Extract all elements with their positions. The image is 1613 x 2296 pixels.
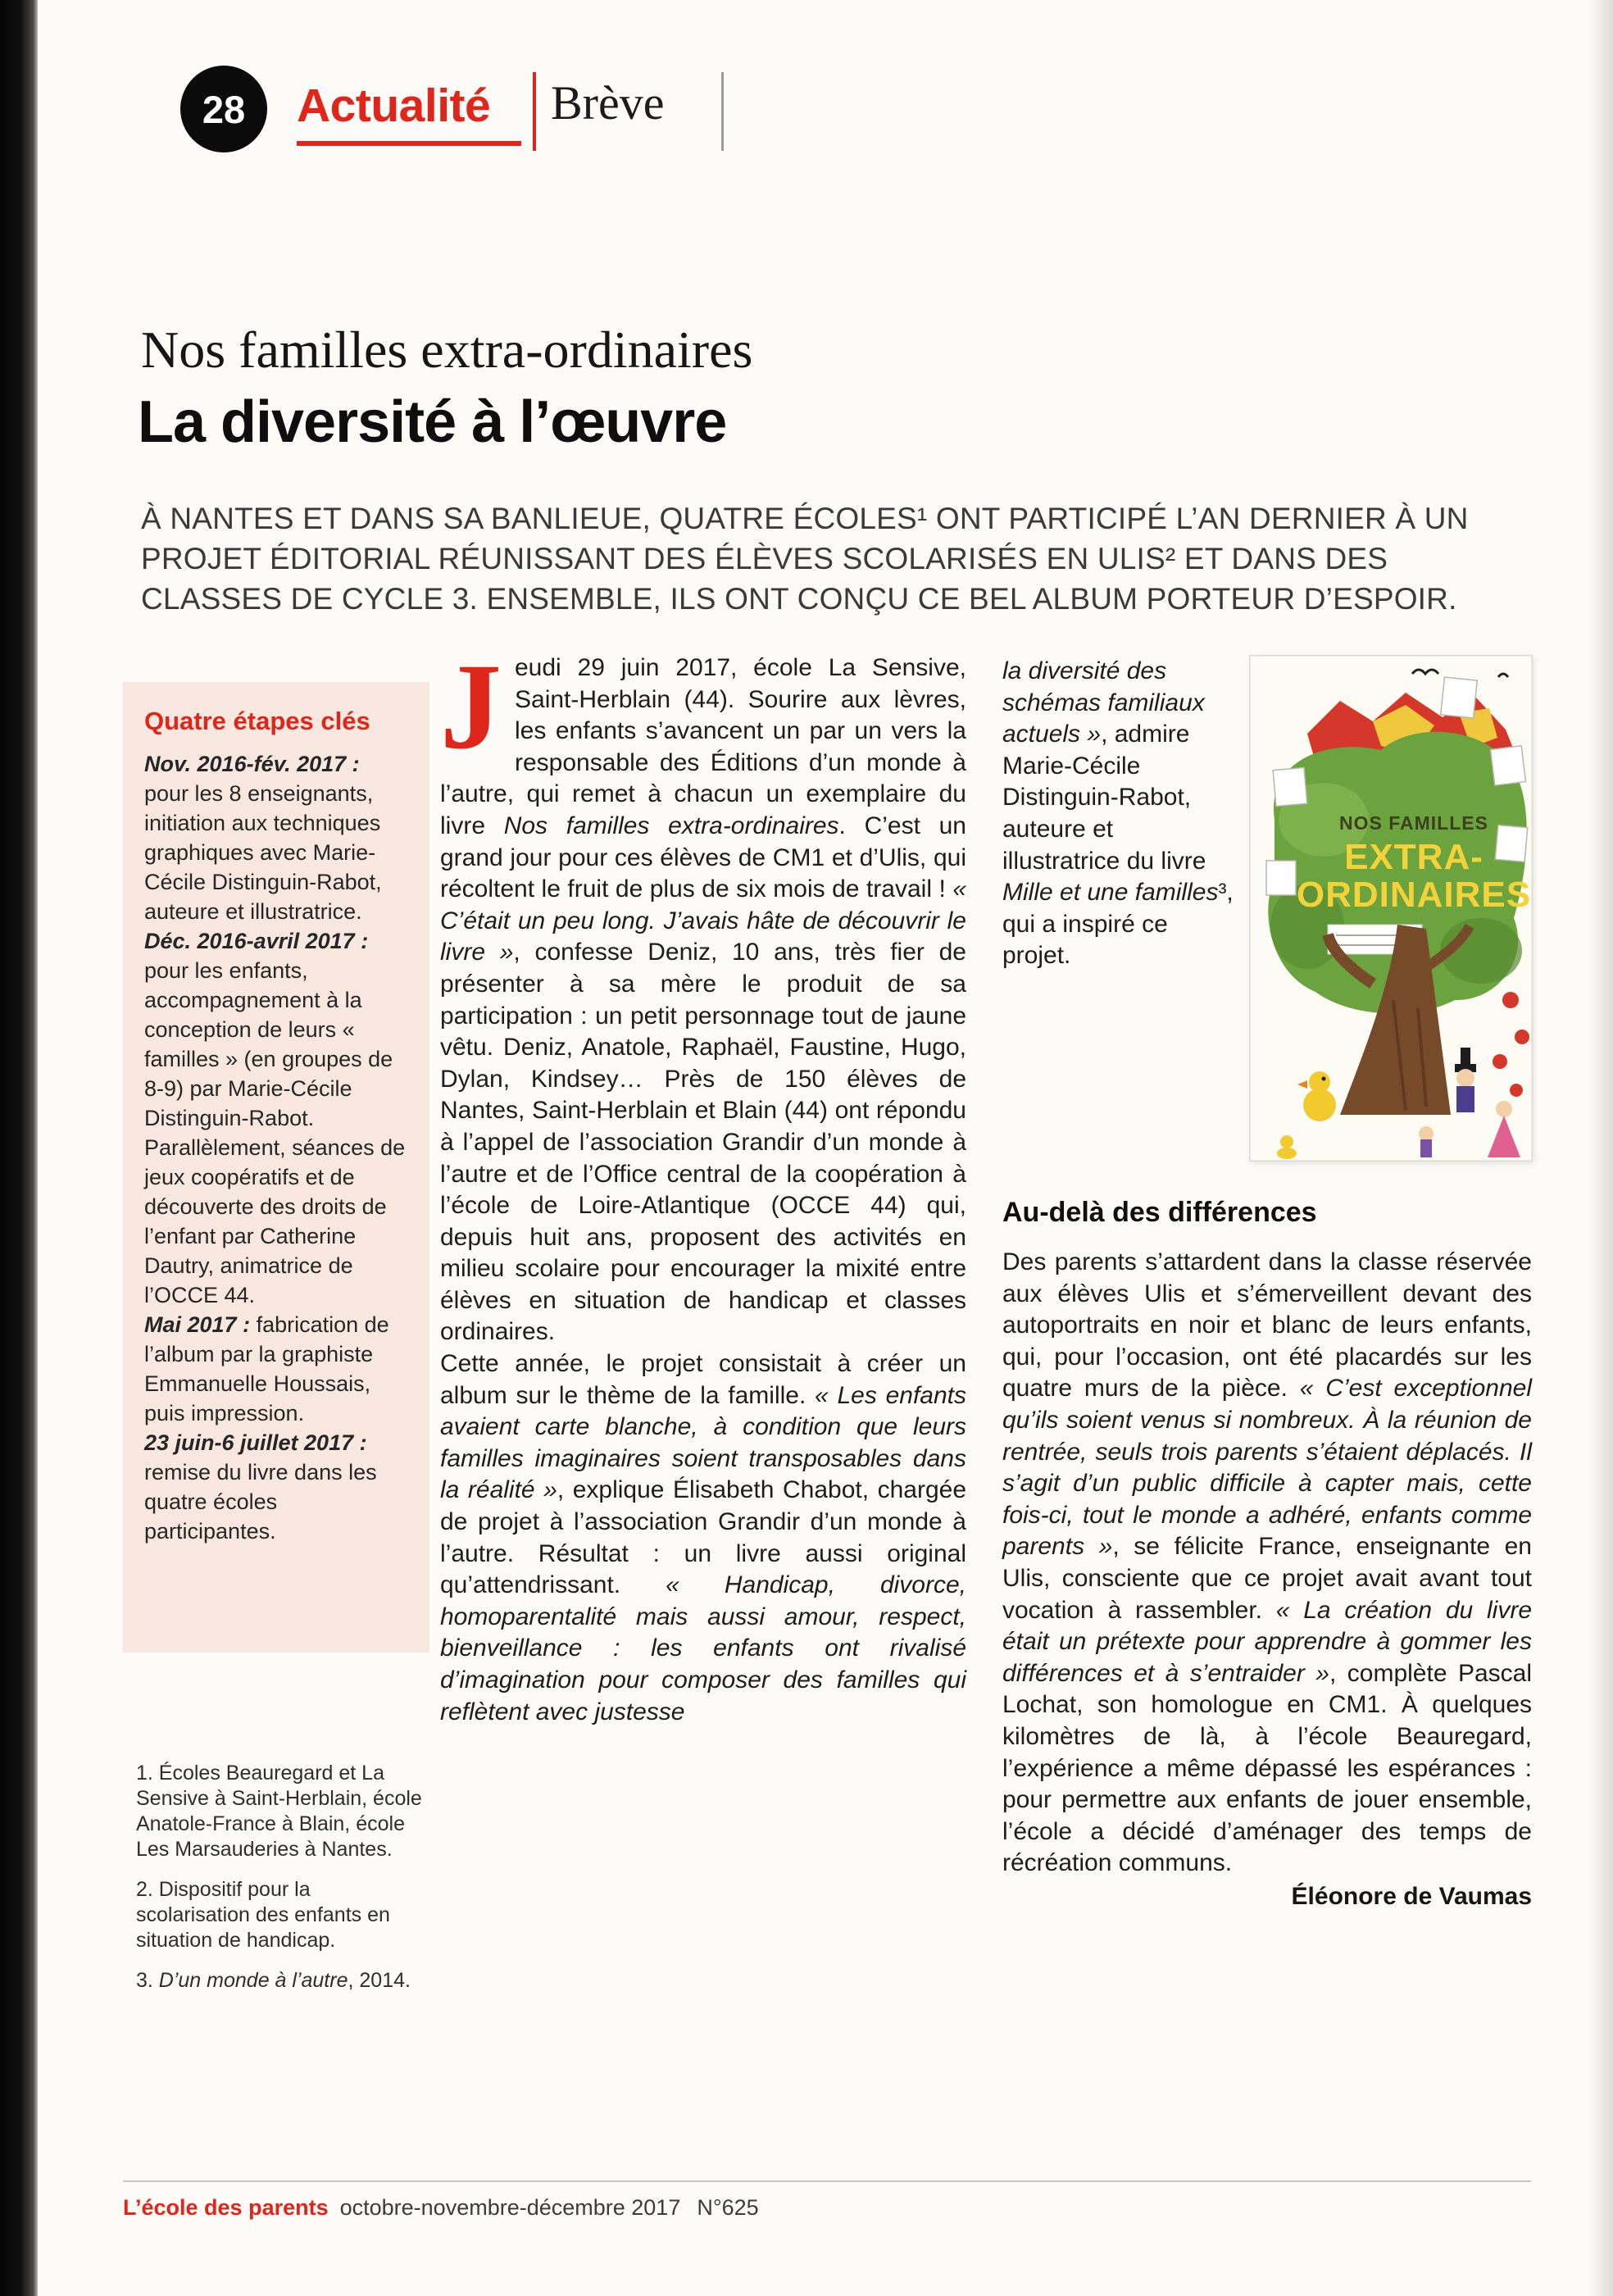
key-step-entry <box>144 926 408 1310</box>
article-paragraph-1 <box>440 639 966 1348</box>
section-label: Actualité <box>297 80 491 132</box>
article-byline: Éléonore de Vaumas <box>1291 1882 1532 1910</box>
book-cover-illustration <box>1250 656 1532 1161</box>
scan-right-edge <box>1588 0 1613 2296</box>
cover-title-small: NOS FAMILLES <box>1339 812 1488 834</box>
footnote-2: 2. Dispositif pour la scolarisation des enfants en situation de handicap. <box>136 1878 390 1952</box>
article-standfirst: À NANTES ET DANS SA BANLIEUE, QUATRE ÉCOLES¹ ONT PARTICIPÉ L’AN DERNIER À UN PROJET ÉDITORIAL RÉUNISSANT DES ÉLÈVES SCOLARISÉS EN ULIS² ET DANS DES CLASSES DE CYCLE 3. ENSEMBLE, ILS ONT CONÇU CE BEL ALBUM PORTEUR D’ESPOIR. <box>141 502 1469 616</box>
key-steps-title: Quatre étapes clés <box>144 707 370 735</box>
cover-title-line1: EXTRA- <box>1344 837 1484 877</box>
header-divider-gray <box>721 72 724 151</box>
key-steps-box <box>123 682 429 1653</box>
key-step-entry <box>144 1428 408 1546</box>
footer-magazine-name: L’école des parents <box>123 2195 329 2220</box>
article-column-middle <box>440 639 967 1728</box>
footer-issue-date: octobre-novembre-décembre 2017 <box>339 2195 681 2220</box>
article-paragraph-3: Des parents s’attardent dans la classe réservée aux élèves Ulis et s’émerveillent devant des autoportraits en noir et blanc de leurs enfants, qui, pour l’occasion, ont été placardés sur les quatre murs de la pièce. « C’est exceptionnel qu’ils soient venus si nombreux. À la réunion de rentrée, seuls trois parents s’étaient déplacés. Il s’agit d’un public difficile à capter mais, cette fois-ci, tout le monde a adhéré, enfants comme parents », se félicite France, enseignante en Ulis, consciente que ce projet avait avant tout vocation à rassembler. « La création du livre était un prétexte pour apprendre à gommer les différences et à s’entraider », complète Pascal Lochat, son homologue en CM1. À quelques kilomètres de là, à l’école Beauregard, l’expérience a même dépassé les espérances : pour permettre aux enfants de jouer ensemble, l’école a décidé d’aménager des temps de récréation communs. <box>1002 1248 1533 1877</box>
key-step-text: fabrication de l’album par la graphiste Emmanuelle Houssais, puis impression. <box>144 1312 389 1425</box>
key-step-date: Mai 2017 : <box>144 1312 251 1337</box>
key-step-date: 23 juin-6 juillet 2017 : <box>144 1430 367 1455</box>
key-step-date: Déc. 2016-avril 2017 : <box>144 929 369 953</box>
scan-left-edge <box>0 0 38 2296</box>
footnote-1: 1. Écoles Beauregard et La Sensive à Saint-Herblain, école Anatole-France à Blain, école Les Marsauderies à Nantes. <box>136 1762 422 1861</box>
key-step-entry <box>144 1310 408 1428</box>
section-underline <box>297 141 521 146</box>
key-step-text: pour les enfants, accompagnement à la conception de leurs « familles » (en groupes de 8-9) par Marie-Cécile Distinguin-Rabot. Parallèlement, séances de jeux coopératifs et de découverte des droits de l’enfant par Catherine Dautry, animatrice de l’OCCE 44. <box>144 958 406 1307</box>
article-paragraph-continuation: la diversité des schémas familiaux actuels », admire Marie-Cécile Distinguin-Rabot, auteure et illustratrice du livre Mille et une familles³, qui a inspiré ce projet. <box>1002 657 1234 970</box>
footnotes <box>136 1761 425 2008</box>
header-divider-red <box>533 72 536 151</box>
footer <box>123 2195 759 2221</box>
rubric-label: Brève <box>551 76 665 130</box>
page-number-badge <box>180 66 267 152</box>
key-step-date: Nov. 2016-fév. 2017 : <box>144 752 360 776</box>
key-step-text: pour les 8 enseignants, initiation aux techniques graphiques avec Marie-Cécile Distinguin-Rabot, auteure et illustratrice. <box>144 781 382 924</box>
article-kicker: Nos familles extra-ordinaires <box>141 321 753 379</box>
paragraph-1-text: eudi 29 juin 2017, école La Sensive, Saint-Herblain (44). Sourire aux lèvres, les enfants s’avancent un par un vers la responsable des Éditions d’un monde à l’autre, qui remet à chacun un exemplaire du livre Nos familles extra-ordinaires. C’est un grand jour pour ces élèves de CM1 et d’Ulis, qui récoltent le fruit de plus de six mois de travail ! « C’était un peu long. J’avais hâte de découvrir le livre », confesse Deniz, 10 ans, très fier de présenter à sa mère le produit de sa participation : un petit personnage tout de jaune vêtu. Deniz, Anatole, Raphaël, Faustine, Hugo, Dylan, Kindsey… Près de 150 élèves de Nantes, Saint-Herblain et Blain (44) ont répondu à l’appel de l’association Grandir d’un monde à l’autre et de l’Office central de la coopération à l’école de Loire-Atlantique (OCCE 44) qui, depuis huit ans, proposent des activités en milieu scolaire pour encourager la mixité entre élèves en situation de handicap et classes ordinaires. <box>440 654 966 1346</box>
drop-cap: J <box>440 639 502 775</box>
book-cover-photo <box>1250 656 1532 1161</box>
article-section-2 <box>1002 1197 1532 1911</box>
article-title: La diversité à l’œuvre <box>138 389 727 455</box>
cover-title-line2: ORDINAIRES <box>1296 875 1532 915</box>
footer-issue-number: N°625 <box>697 2195 759 2220</box>
footnote-3: 3. D’un monde à l’autre, 2014. <box>136 1969 411 1992</box>
footer-rule <box>123 2180 1531 2182</box>
key-step-entry <box>144 749 408 926</box>
article-paragraph-2: Cette année, le projet consistait à créer un album sur le thème de la famille. « Les enfants avaient carte blanche, à condition que leurs familles imaginaires soient transposables dans la réalité », explique Élisabeth Chabot, chargée de projet à l’association Grandir d’un monde à l’autre. Résultat : un livre aussi original qu’attendrissant. « Handicap, divorce, homoparentalité mais aussi amour, respect, bienveillance : les enfants ont rivalisé d’imagination pour composer des familles qui reflètent avec justesse <box>440 1350 967 1725</box>
article-column-right <box>1002 652 1532 2194</box>
page-number: 28 <box>202 87 246 131</box>
article-subhead: Au-delà des différences <box>1002 1197 1317 1228</box>
key-step-text: remise du livre dans les quatre écoles participantes. <box>144 1460 377 1544</box>
